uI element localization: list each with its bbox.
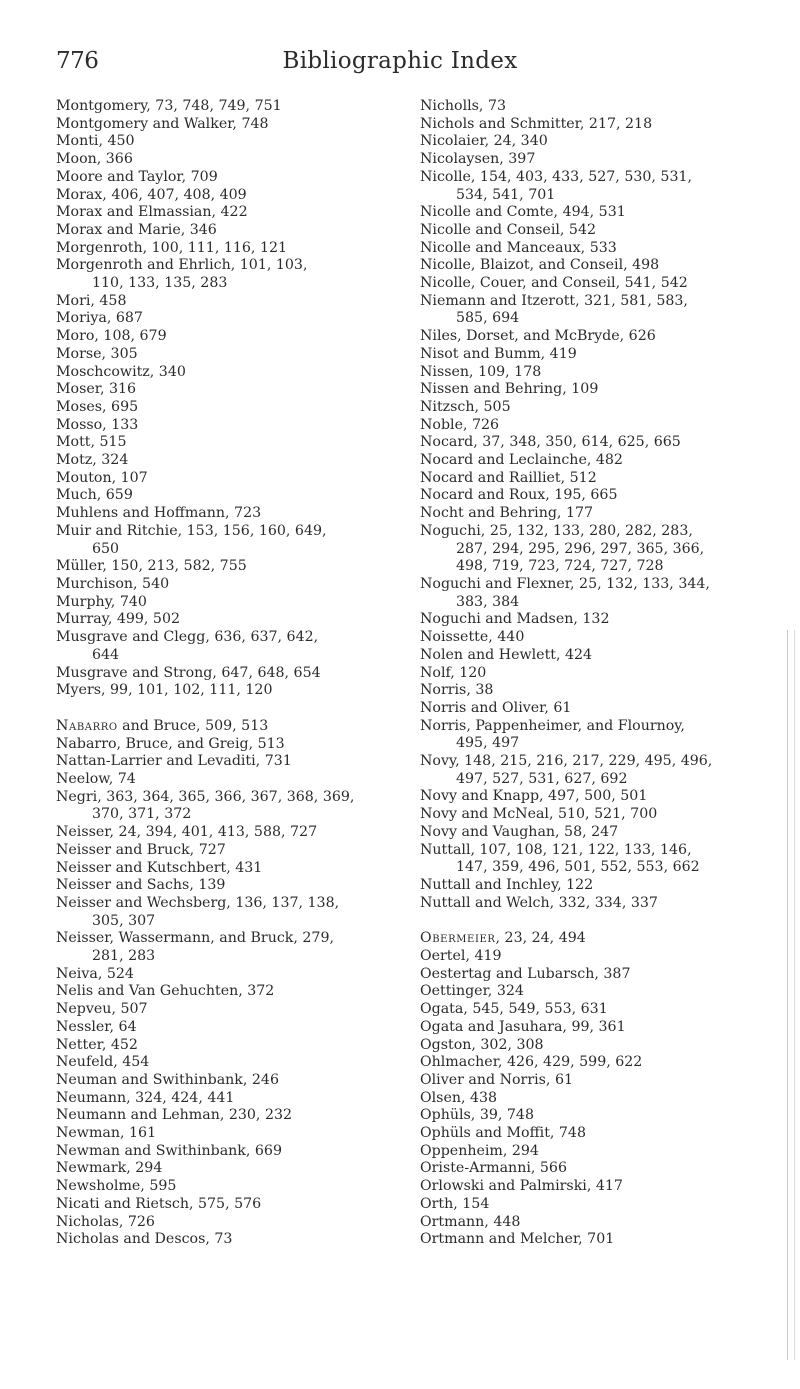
index-entry: 650 [92,540,120,557]
index-entry: Moro, 108, 679 [56,328,167,345]
index-entry: Morax and Elmassian, 422 [56,204,248,221]
index-entry: 287, 294, 295, 296, 297, 365, 366, [456,540,705,557]
index-entry: Niemann and Itzerott, 321, 581, 583, [420,292,688,309]
index-entry: Ortmann, 448 [420,1213,521,1230]
index-entry: Neufeld, 454 [56,1054,150,1071]
index-entry: Nicolaysen, 397 [420,151,536,168]
index-entry: Neisser, 24, 394, 401, 413, 588, 727 [56,824,318,841]
index-entry: Nuttall, 107, 108, 121, 122, 133, 146, [420,841,692,858]
index-entry: Novy and McNeal, 510, 521, 700 [420,806,658,823]
index-entry: Neiva, 524 [56,965,134,982]
index-entry: Ophüls, 39, 748 [420,1107,534,1124]
index-entry: Neisser and Kutschbert, 431 [56,859,263,876]
index-column-right [420,98,768,1249]
index-entry: Nocard and Railliet, 512 [420,469,597,486]
index-entry: Novy, 148, 215, 216, 217, 229, 495, 496, [420,753,713,770]
index-entry: Motz, 324 [56,452,129,469]
index-entry: Nissen and Behring, 109 [420,381,599,398]
index-entry: Nuttall and Inchley, 122 [420,876,594,893]
index-entry: Noguchi and Madsen, 132 [420,611,610,628]
index-entry: Ogata and Jasuhara, 99, 361 [420,1018,626,1035]
index-entry: Newmark, 294 [56,1160,163,1177]
index-entry: Nessler, 64 [56,1018,137,1035]
index-entry: Nicolle and Conseil, 542 [420,221,596,238]
index-entry: Ohlmacher, 426, 429, 599, 622 [420,1054,643,1071]
index-entry: Nicolle and Manceaux, 533 [420,239,617,256]
index-entry: Mott, 515 [56,434,127,451]
index-entry: Neuman and Swithinbank, 246 [56,1071,279,1088]
index-entry: Noble, 726 [420,416,500,433]
index-entry: Nicholas and Descos, 73 [56,1231,233,1248]
index-entry: Nicholls, 73 [420,98,507,114]
index-entry: Murray, 499, 502 [56,611,181,628]
index-entry: 497, 527, 531, 627, 692 [456,770,628,787]
index-entry: Nuttall and Welch, 332, 334, 337 [420,894,658,911]
index-entry: Mosso, 133 [56,416,139,433]
index-entry: Noissette, 440 [420,629,525,646]
index-entry: Nattan-Larrier and Levaditi, 731 [56,753,292,770]
index-entry: Noguchi, 25, 132, 133, 280, 282, 283, [420,522,693,539]
index-entry: Nocard and Leclainche, 482 [420,452,623,469]
index-entry: Ortmann and Melcher, 701 [420,1231,615,1248]
index-entry: Muhlens and Hoffmann, 723 [56,505,262,522]
index-entry: Ogata, 545, 549, 553, 631 [420,1001,608,1018]
index-entry: Noguchi and Flexner, 25, 132, 133, 344, [420,575,710,592]
index-entry: Norris and Oliver, 61 [420,699,572,716]
index-entry: Nicati and Rietsch, 575, 576 [56,1195,262,1212]
index-entry: Morgenroth, 100, 111, 116, 121 [56,239,288,256]
index-entry: Negri, 363, 364, 365, 366, 367, 368, 369, [56,788,355,805]
index-entry: Moon, 366 [56,151,133,168]
index-entry: Musgrave and Clegg, 636, 637, 642, [56,629,319,646]
index-entry: Orlowski and Palmirski, 417 [420,1178,623,1195]
index-entry: Norris, 38 [420,682,494,699]
index-entry: 383, 384 [456,593,520,610]
index-entry: Murchison, 540 [56,575,170,592]
index-entry: Orth, 154 [420,1195,490,1212]
index-entry: Neisser, Wassermann, and Bruck, 279, [56,930,334,947]
index-entry: Neisser and Wechsberg, 136, 137, 138, [56,894,340,911]
index-entry: Murphy, 740 [56,593,147,610]
index-entry: Newman, 161 [56,1125,157,1142]
index-entry: Nicolle, Blaizot, and Conseil, 498 [420,257,660,274]
index-entry: Montgomery, 73, 748, 749, 751 [56,98,282,114]
page-number: 776 [56,48,99,74]
index-entry: Oliver and Norris, 61 [420,1071,574,1088]
index-entry: Moses, 695 [56,398,139,415]
index-entry: 585, 694 [456,310,520,327]
index-entry: Oppenheim, 294 [420,1142,539,1159]
index-entry: Olsen, 438 [420,1089,498,1106]
index-entry: Nicolaier, 24, 340 [420,133,548,150]
index-entry: Neumann, 324, 424, 441 [56,1089,235,1106]
index-entry: Nicolle, Couer, and Conseil, 541, 542 [420,275,688,292]
running-head: Bibliographic Index [282,48,518,74]
index-entry: 305, 307 [92,912,156,929]
index-entry: Nichols and Schmitter, 217, 218 [420,115,653,132]
index-entry: Oettinger, 324 [420,983,524,1000]
index-entry: Much, 659 [56,487,133,504]
index-entry: Neisser and Bruck, 727 [56,841,226,858]
index-entry: Monti, 450 [56,133,135,150]
index-entry: Muir and Ritchie, 153, 156, 160, 649, [56,522,327,539]
index-entry: Netter, 452 [56,1036,138,1053]
index-entry: Oriste-Armanni, 566 [420,1160,567,1177]
index-entry: 147, 359, 496, 501, 552, 553, 662 [456,859,700,876]
index-entry: Mouton, 107 [56,469,148,486]
index-entry: Oertel, 419 [420,948,502,965]
index-entry: Myers, 99, 101, 102, 111, 120 [56,682,273,699]
index-entry: Nabarro and Bruce, 509, 513 [56,717,269,734]
index-entry: Nicholas, 726 [56,1213,155,1230]
index-entry: Morax and Marie, 346 [56,221,217,238]
index-entry: Nissen, 109, 178 [420,363,542,380]
index-entry: Nocard, 37, 348, 350, 614, 625, 665 [420,434,681,451]
index-entry: Niles, Dorset, and McBryde, 626 [420,328,656,345]
index-entry: Nocard and Roux, 195, 665 [420,487,618,504]
index-entry: Ogston, 302, 308 [420,1036,544,1053]
index-entry: Nabarro, Bruce, and Greig, 513 [56,735,285,752]
index-entry: 498, 719, 723, 724, 727, 728 [456,558,664,575]
index-entry: 644 [92,646,120,663]
index-entry: 534, 541, 701 [456,186,556,203]
index-entry: Oestertag and Lubarsch, 387 [420,965,631,982]
index-entry: Newman and Swithinbank, 669 [56,1142,282,1159]
index-entry: Montgomery and Walker, 748 [56,115,269,132]
index-entry: Nicolle and Comte, 494, 531 [420,204,626,221]
index-entry: Nolf, 120 [420,664,487,681]
index-entry: Nicolle, 154, 403, 433, 527, 530, 531, [420,168,693,185]
index-entry: Morse, 305 [56,345,138,362]
index-entry: Nolen and Hewlett, 424 [420,646,593,663]
index-entry: Novy and Knapp, 497, 500, 501 [420,788,648,805]
page-header [0,48,800,88]
index-entry: Ophüls and Moffit, 748 [420,1125,586,1142]
index-entry: Obermeier, 23, 24, 494 [420,930,586,947]
index-entry: Norris, Pappenheimer, and Flournoy, [420,717,685,734]
index-entry: Nelis and Van Gehuchten, 372 [56,983,275,1000]
index-entry: Moser, 316 [56,381,137,398]
index-entry: Mori, 458 [56,292,127,309]
index-entry: Musgrave and Strong, 647, 648, 654 [56,664,321,681]
index-entry: 110, 133, 135, 283 [92,275,228,292]
index-entry: Nocht and Behring, 177 [420,505,594,522]
index-entry: Novy and Vaughan, 58, 247 [420,823,619,840]
index-entry: Morax, 406, 407, 408, 409 [56,186,247,203]
page-edge-line [787,630,795,1360]
index-entry: 281, 283 [92,948,156,965]
index-entry: Neumann and Lehman, 230, 232 [56,1107,293,1124]
index-entry: Morgenroth and Ehrlich, 101, 103, [56,257,308,274]
index-entry: Nitzsch, 505 [420,398,511,415]
index-entry: Moriya, 687 [56,310,143,327]
index-entry: Newsholme, 595 [56,1178,177,1195]
index-entry: Neelow, 74 [56,771,136,788]
index-entry: Nepveu, 507 [56,1001,148,1018]
index-entry: 495, 497 [456,735,520,752]
index-column-left [56,98,404,1249]
index-entry: Neisser and Sachs, 139 [56,877,226,894]
index-entry: Moschcowitz, 340 [56,363,186,380]
index-entry: Moore and Taylor, 709 [56,168,218,185]
index-entry: Nisot and Bumm, 419 [420,345,577,362]
index-entry: Müller, 150, 213, 582, 755 [56,558,247,575]
index-entry: 370, 371, 372 [92,806,192,823]
